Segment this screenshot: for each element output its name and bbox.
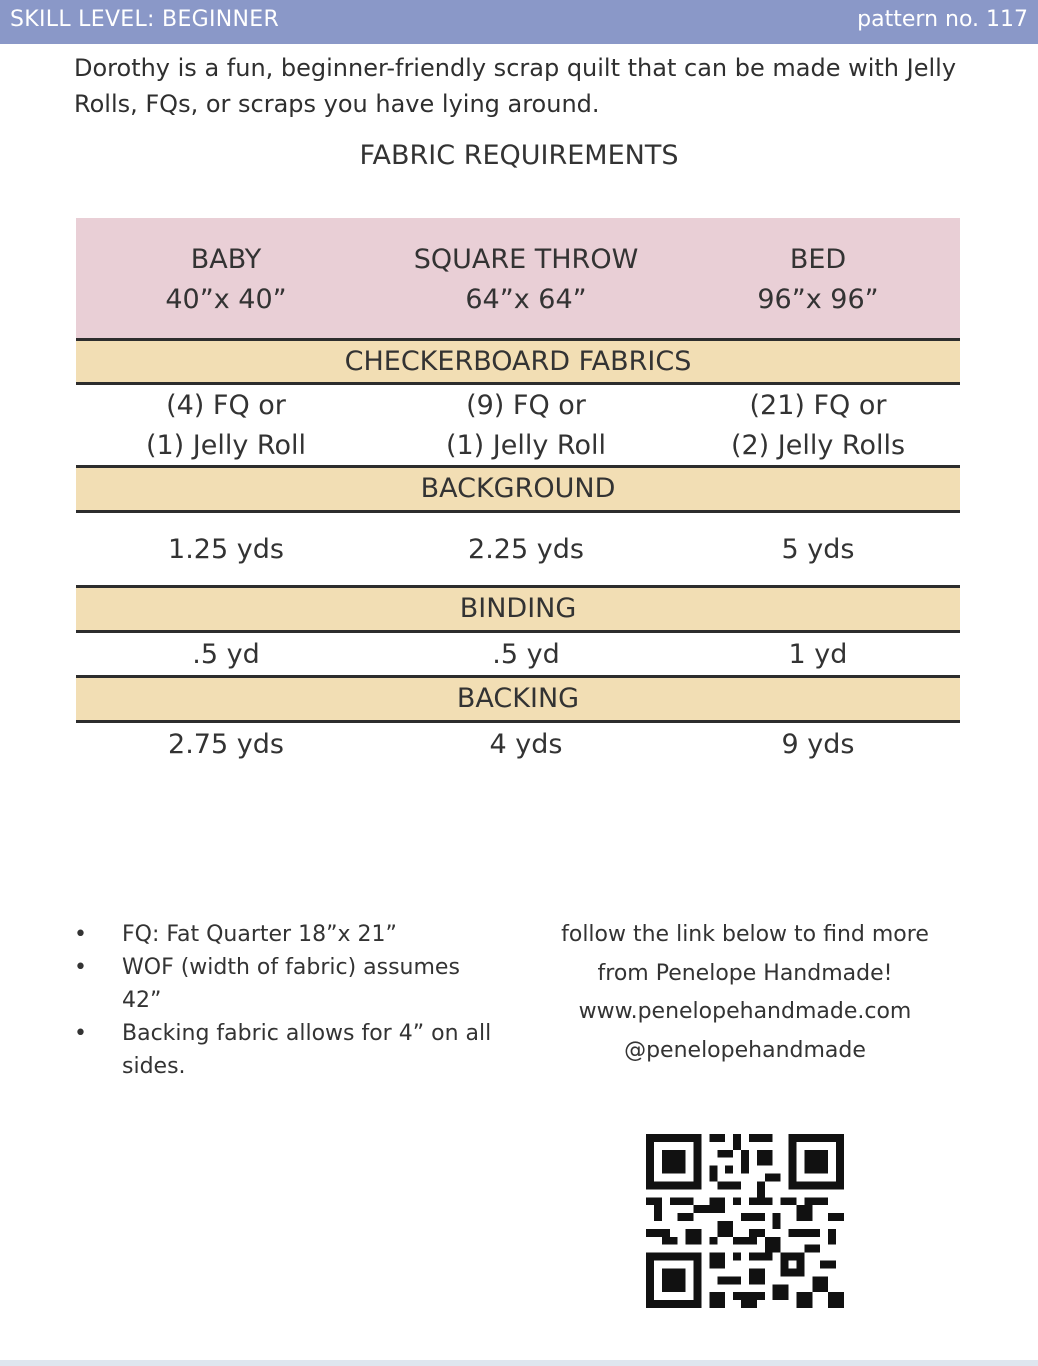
note-text: FQ: Fat Quarter 18”x 21” [122, 922, 397, 947]
follow-text: follow the link below to find more [561, 922, 929, 947]
cell-line: (9) FQ or [466, 390, 586, 421]
size-square-throw [376, 240, 676, 320]
size-name: SQUARE THROW [413, 244, 639, 275]
size-dims: 96”x 96” [757, 284, 879, 315]
bullet-icon: • [74, 922, 87, 947]
binding-row [76, 635, 960, 675]
size-header-row [76, 240, 960, 320]
pattern-number: pattern no. 117 [857, 7, 1028, 32]
backing-throw: 4 yds [489, 729, 563, 760]
header-bar [0, 0, 1038, 44]
social-handle[interactable]: @penelopehandmade [624, 1037, 866, 1063]
note-text: WOF (width of fabric) assumes 42” [122, 955, 460, 1013]
background-row [76, 530, 960, 570]
bullet-icon: • [74, 1021, 87, 1046]
qr-code-icon[interactable] [646, 1134, 844, 1308]
checkerboard-throw [376, 386, 676, 466]
cell-line: (2) Jelly Rolls [730, 430, 906, 461]
size-name: BED [789, 244, 847, 275]
follow-block [540, 916, 950, 1070]
cell-line: (1) Jelly Roll [145, 430, 307, 461]
background-baby: 1.25 yds [168, 534, 284, 565]
binding-throw: .5 yd [492, 639, 560, 670]
cell-line: (4) FQ or [166, 390, 286, 421]
binding-bed: 1 yd [788, 639, 848, 670]
size-baby [76, 240, 376, 320]
page-bottom-edge [0, 1360, 1038, 1366]
band-backing: BACKING [76, 675, 960, 723]
checkerboard-bed [676, 386, 960, 466]
intro-text: Dorothy is a fun, beginner-friendly scrap quilt that can be made with Jelly Rolls, FQs, or scraps you have lying around. [74, 54, 957, 118]
list-item [74, 1017, 494, 1083]
cell-line: (1) Jelly Roll [445, 430, 607, 461]
background-throw: 2.25 yds [468, 534, 584, 565]
skill-level: SKILL LEVEL: BEGINNER [10, 7, 280, 32]
bullet-icon: • [74, 955, 87, 980]
notes-list [74, 918, 494, 1083]
follow-text: from Penelope Handmade! [597, 960, 893, 986]
size-name: BABY [190, 244, 262, 275]
binding-baby: .5 yd [192, 639, 260, 670]
size-bed [676, 240, 960, 320]
size-dims: 64”x 64” [465, 284, 587, 315]
cell-line: (21) FQ or [749, 390, 887, 421]
list-item [74, 918, 494, 951]
checkerboard-baby [76, 386, 376, 466]
list-item [74, 951, 494, 1017]
section-title: FABRIC REQUIREMENTS [359, 140, 679, 171]
band-checkerboard: CHECKERBOARD FABRICS [76, 338, 960, 385]
note-text: Backing fabric allows for 4” on all sides. [122, 1021, 492, 1079]
band-background: BACKGROUND [76, 465, 960, 513]
backing-row [76, 725, 960, 765]
band-binding: BINDING [76, 585, 960, 633]
background-bed: 5 yds [781, 534, 855, 565]
checkerboard-row [76, 386, 960, 466]
backing-baby: 2.75 yds [168, 729, 284, 760]
backing-bed: 9 yds [781, 729, 855, 760]
website-link[interactable]: www.penelopehandmade.com [578, 999, 912, 1024]
size-dims: 40”x 40” [165, 284, 287, 315]
